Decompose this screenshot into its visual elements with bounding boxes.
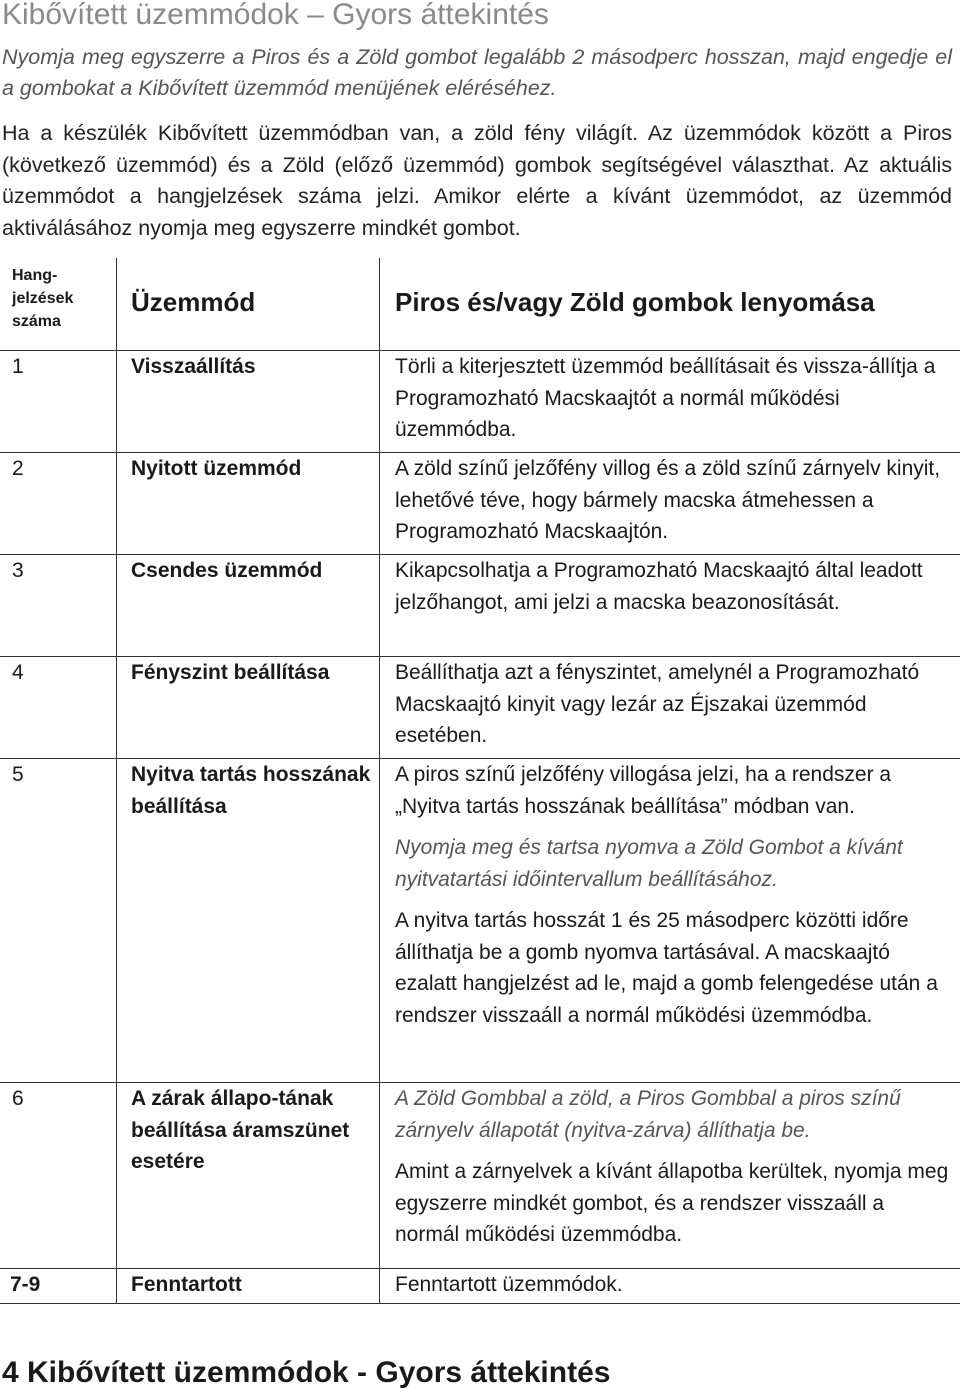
header-mode: Üzemmód xyxy=(117,258,380,351)
row-count: 5 xyxy=(0,759,117,1083)
row-extra: A nyitva tartás hosszát 1 és 25 másodperc közötti időre állíthatja be a gomb nyomva tartásával. A macskaajtó ezalatt hangjelzést ad le, majd a gomb felengedése után a rendszer visszaáll a normál működési üzemmódba. xyxy=(395,909,938,1027)
page-footer: 4 Kibővített üzemmódok - Gyors áttekintés xyxy=(2,1356,611,1389)
modes-table xyxy=(0,258,960,1304)
row-action: A piros színű jelzőfény villogása jelzi, ha a rendszer a „Nyitva tartás hosszának beállítása” módban van. xyxy=(395,763,892,818)
row-mode: Csendes üzemmód xyxy=(117,555,380,657)
row-note: A Zöld Gombbal a zöld, a Piros Gombbal a piros színű zárnyelv állapotát (nyitva-zárva) állíthatja be. xyxy=(395,1087,901,1142)
row-count: 4 xyxy=(0,657,117,759)
description-paragraph: Ha a készülék Kibővített üzemmódban van, a zöld fény világít. Az üzemmódok között a Piros (következő üzemmód) és a Zöld (előző üzemmód) gombok segítségével választhat. Az aktuális üzemmódot a hangjelzések száma jelzi. Amikor elérte a kívánt üzemmódot, az üzemmód aktiválásához nyomja meg egyszerre mindkét gombot. xyxy=(2,121,952,240)
row-action: Beállíthatja azt a fényszintet, amelynél a Programozható Macskaajtó kinyit vagy lezár az Éjszakai üzemmód esetében. xyxy=(380,657,960,759)
row-action: Kikapcsolhatja a Programozható Macskaajtó által leadott jelzőhangot, ami jelzi a macska beazonosítását. xyxy=(380,555,960,657)
row-count: 2 xyxy=(0,453,117,555)
row-action-cell xyxy=(380,1083,960,1269)
row-mode: Nyitva tartás hosszának beállítása xyxy=(117,759,380,1083)
table-row xyxy=(0,1083,960,1269)
row-mode: Visszaállítás xyxy=(117,351,380,453)
row-action: Törli a kiterjesztett üzemmód beállításait és vissza-állítja a Programozható Macskaajtót a normál működési üzemmódba. xyxy=(380,351,960,453)
row-mode: Fenntartott xyxy=(117,1269,380,1304)
table-row xyxy=(0,759,960,1083)
row-mode: Nyitott üzemmód xyxy=(117,453,380,555)
row-count: 6 xyxy=(0,1083,117,1269)
table-row xyxy=(0,555,960,657)
intro-text: Nyomja meg egyszerre a Piros és a Zöld gombot legalább 2 másodperc hosszan, majd engedje el a gombokat a Kibővített üzemmód menüjének eléréséhez. xyxy=(2,45,952,100)
row-note: Nyomja meg és tartsa nyomva a Zöld Gombot a kívánt nyitvatartási időintervallum beállításához. xyxy=(395,836,903,891)
row-action: A zöld színű jelzőfény villog és a zöld színű zárnyelv kinyit, lehetővé téve, hogy bármely macska átmehessen a Programozható Macskaajtón. xyxy=(380,453,960,555)
table-header-row xyxy=(0,258,960,351)
header-action: Piros és/vagy Zöld gombok lenyomása xyxy=(395,287,875,317)
page-title: Kibővített üzemmódok – Gyors áttekintés xyxy=(2,0,549,31)
header-count: Hang-jelzések száma xyxy=(0,258,117,351)
row-action: Amint a zárnyelvek a kívánt állapotba kerültek, nyomja meg egyszerre mindkét gombot, és a rendszer visszaáll a normál működési üzemmódba. xyxy=(395,1160,949,1246)
row-count: 7-9 xyxy=(0,1269,117,1304)
row-count: 1 xyxy=(0,351,117,453)
table-row xyxy=(0,351,960,453)
row-action-cell xyxy=(380,759,960,1083)
row-mode: Fényszint beállítása xyxy=(117,657,380,759)
row-mode: A zárak állapo-tának beállítása áramszünet esetére xyxy=(117,1083,380,1269)
table-row xyxy=(0,453,960,555)
row-action: Fenntartott üzemmódok. xyxy=(380,1269,960,1304)
row-count: 3 xyxy=(0,555,117,657)
table-row xyxy=(0,657,960,759)
table-row xyxy=(0,1269,960,1304)
